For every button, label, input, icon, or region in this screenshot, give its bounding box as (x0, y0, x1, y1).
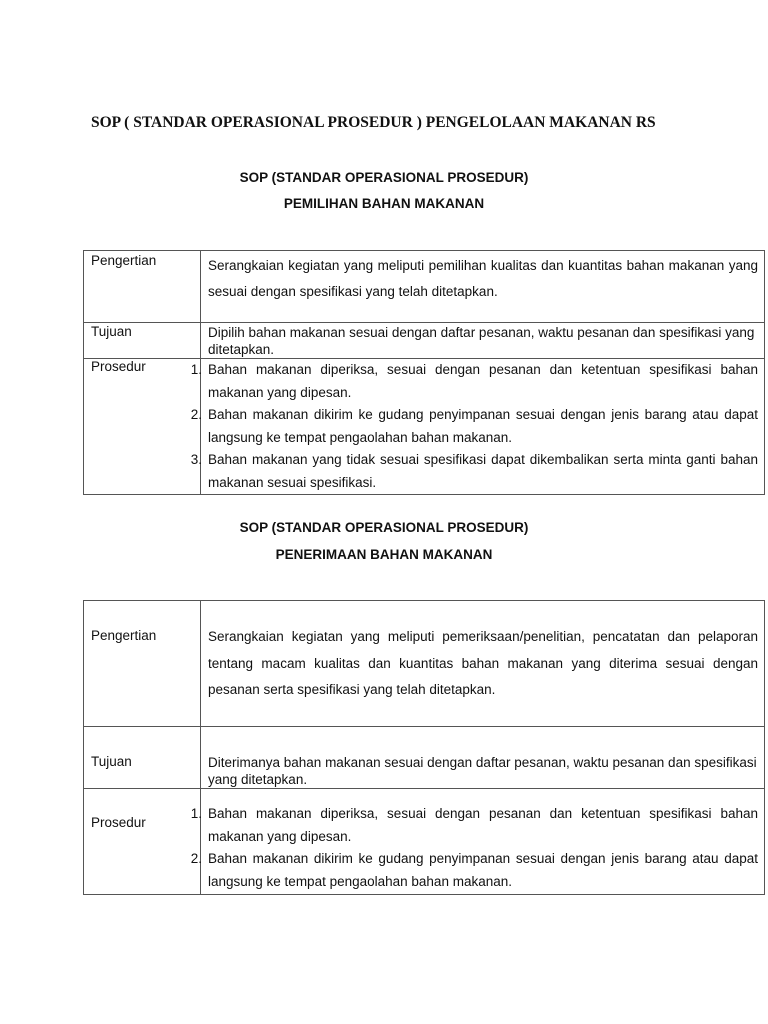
step-text: Bahan makanan diperiksa, sesuai dengan pesanan dan ketentuan spesifikasi bahan makanan yang dipesan. (208, 362, 758, 400)
section-1-table (83, 250, 765, 495)
section-1-heading-line1: SOP (STANDAR OPERASIONAL PROSEDUR) (239, 170, 529, 185)
step-number: 2. (190, 851, 202, 866)
section-2-heading-line2: PENERIMAAN BAHAN MAKANAN (275, 547, 493, 562)
table-row-tujuan (84, 727, 765, 789)
table-row-tujuan (84, 323, 765, 359)
row-label: Tujuan (84, 727, 201, 789)
step-number: 3. (190, 452, 202, 467)
row-content (190, 789, 765, 895)
list-item (190, 359, 758, 404)
procedure-list (190, 803, 758, 893)
row-content: Diterimanya bahan makanan sesuai dengan daftar pesanan, waktu pesanan dan spesifikasi yang ditetapkan. (201, 727, 765, 789)
list-item (190, 449, 758, 494)
procedure-list (190, 359, 758, 494)
row-label: Pengertian (84, 251, 201, 323)
row-content: Dipilih bahan makanan sesuai dengan daftar pesanan, waktu pesanan dan spesifikasi yang ditetapkan. (201, 323, 765, 359)
list-item (190, 848, 758, 893)
step-number: 1. (190, 362, 202, 377)
row-label: Prosedur (84, 359, 201, 495)
section-1-heading-line2: PEMILIHAN BAHAN MAKANAN (283, 196, 485, 211)
section-2-heading-line1: SOP (STANDAR OPERASIONAL PROSEDUR) (239, 520, 529, 535)
table-row-prosedur (84, 359, 765, 495)
row-label: Pengertian (84, 601, 201, 727)
row-content: Serangkaian kegiatan yang meliputi pemeriksaan/penelitian, pencatatan dan pelaporan tentang macam kualitas dan kuantitas bahan makanan yang diterima sesuai dengan pesanan serta spesifikasi yang telah ditetapkan. (201, 601, 765, 727)
document-title: SOP ( STANDAR OPERASIONAL PROSEDUR ) PENGELOLAAN MAKANAN RS (91, 114, 656, 131)
row-content (190, 359, 765, 495)
row-content: Serangkaian kegiatan yang meliputi pemilihan kualitas dan kuantitas bahan makanan yang sesuai dengan spesifikasi yang telah ditetapkan. (201, 251, 765, 323)
step-text: Bahan makanan dikirim ke gudang penyimpanan sesuai dengan jenis barang atau dapat langsung ke tempat pengaolahan bahan makanan. (208, 407, 758, 445)
table-row-prosedur (84, 789, 765, 895)
row-label: Prosedur (84, 789, 201, 895)
step-number: 1. (190, 806, 202, 821)
step-text: Bahan makanan dikirim ke gudang penyimpanan sesuai dengan jenis barang atau dapat langsung ke tempat pengaolahan bahan makanan. (208, 851, 758, 889)
step-text: Bahan makanan diperiksa, sesuai dengan pesanan dan ketentuan spesifikasi bahan makanan yang dipesan. (208, 806, 758, 844)
row-label: Tujuan (84, 323, 201, 359)
table-row-pengertian (84, 251, 765, 323)
step-number: 2. (190, 407, 202, 422)
step-text: Bahan makanan yang tidak sesuai spesifikasi dapat dikembalikan serta minta ganti bahan makanan sesuai spesifikasi. (208, 452, 758, 490)
list-item (190, 803, 758, 848)
table-row-pengertian (84, 601, 765, 727)
list-item (190, 404, 758, 449)
section-2-table (83, 600, 765, 895)
